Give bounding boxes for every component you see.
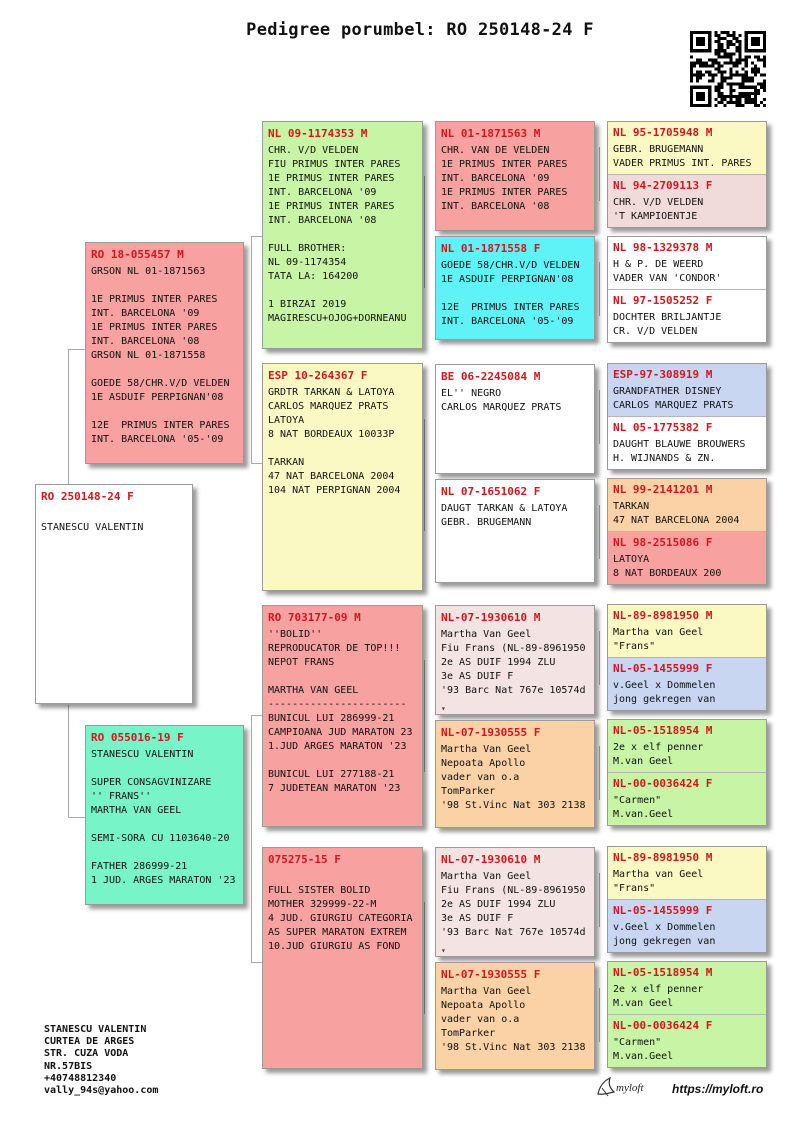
- pigeon-card-g5[interactable]: [608, 417, 766, 470]
- pigeon-description: CHR. VAN DE VELDEN 1E PRIMUS INTER PARES INT. BARCELONA '09 1E PRIMUS INTER PARES INT. BARCELONA '08: [441, 145, 568, 212]
- breeder-city: CURTEA DE ARGES: [44, 1036, 135, 1048]
- pigeon-pair-card: [607, 846, 767, 953]
- ring-number: NL 05-1775382 F: [613, 421, 713, 434]
- connector-line: [424, 660, 425, 772]
- pigeon-description: ''BOLID'' REPRODUCATOR DE TOP!!! NEPOT FRANS MARTHA VAN GEEL ----------------------- BUNICUL LUI 286999-21 CAMPIOANA JUD MARATON 23 1.JUD ARGES MARATON '23 BUNICUL LUI 277188-21 7 JUDETEAN MARATON '23: [268, 629, 413, 794]
- ring-number: RO 055016-19 F: [91, 731, 184, 744]
- pigeon-card-g5[interactable]: [608, 479, 766, 532]
- breeder-number: NR.57BIS: [44, 1060, 93, 1072]
- connector-line: [599, 262, 600, 316]
- pigeon-card-dss[interactable]: [435, 605, 595, 715]
- pigeon-description: TARKAN 47 NAT BARCELONA 2004: [613, 501, 740, 526]
- ring-number: ESP 10-264367 F: [268, 369, 368, 382]
- connector-line: [68, 349, 69, 485]
- pigeon-pair-card: [607, 961, 767, 1068]
- pigeon-card-dds[interactable]: [435, 847, 595, 957]
- pigeon-pair-card: [607, 236, 767, 343]
- connector-line: [599, 147, 600, 201]
- pigeon-card-g5[interactable]: [608, 290, 766, 343]
- connector-line: [251, 962, 262, 963]
- pigeon-description: GRDTR TARKAN & LATOYA CARLOS MARQUEZ PRATS LATOYA 8 NAT BORDEAUX 10033P TARKAN 47 NAT BARCELONA 2004 104 NAT PERPIGNAN 2004: [268, 387, 401, 496]
- connector-line: [251, 236, 262, 237]
- ring-number: NL-89-8981950 M: [613, 851, 713, 864]
- pigeon-card-sire-dam[interactable]: [262, 363, 423, 591]
- ring-number: NL 97-1505252 F: [613, 294, 713, 307]
- pigeon-card-g5[interactable]: [608, 847, 766, 900]
- ring-number: RO 18-055457 M: [91, 248, 184, 261]
- pigeon-pair-card: [607, 363, 767, 470]
- ring-number: NL-07-1930610 M: [441, 611, 541, 624]
- scroll-down-icon[interactable]: ▾: [441, 704, 446, 713]
- ring-number: NL 98-1329378 M: [613, 241, 713, 254]
- logo-text: myloft: [616, 1082, 644, 1094]
- pigeon-description: v.Geel x Dommelen jong gekregen van: [613, 680, 716, 705]
- pigeon-description: Martha Van Geel Nepoata Apollo vader van o.a TomParker '98 St.Vinc Nat 303 2138: [441, 744, 586, 811]
- pigeon-card-g5[interactable]: [608, 962, 766, 1015]
- connector-line: [251, 463, 262, 464]
- pigeon-card-ddd[interactable]: [435, 962, 595, 1070]
- connector-line: [424, 419, 425, 531]
- ring-number: NL 09-1174353 M: [268, 127, 368, 140]
- breeder-email: vally_94s@yahoo.com: [44, 1085, 159, 1097]
- pigeon-card-g5[interactable]: [608, 605, 766, 658]
- breeder-contact: [44, 1024, 158, 1097]
- connector-line: [424, 176, 425, 288]
- pigeon-description: "Carmen" M.van.Geel: [613, 1037, 674, 1062]
- pigeon-card-g5[interactable]: [608, 900, 766, 953]
- pigeon-description: CHR. V/D VELDEN FIU PRIMUS INTER PARES 1E PRIMUS INTER PARES INT. BARCELONA '09 1E PRIMUS INTER PARES INT. BARCELONA '08 FULL BROTHER: NL 09-1174354 TATA LA: 164200 1 BIRZAI 2019 MAGIRESCU+OJOG+DORNEANU: [268, 145, 407, 324]
- pigeon-pair-card: [607, 719, 767, 826]
- pigeon-description: DAUGT TARKAN & LATOYA GEBR. BRUGEMANN: [441, 503, 568, 528]
- pigeon-description: H & P. DE WEERD VADER VAN 'CONDOR': [613, 259, 722, 284]
- pigeon-card-ssd[interactable]: [435, 236, 595, 340]
- breeder-street: STR. CUZA VODA: [44, 1048, 129, 1060]
- pigeon-description: GRANDFATHER DISNEY CARLOS MARQUEZ PRATS: [613, 386, 734, 411]
- ring-number: NL 94-2709113 F: [613, 179, 713, 192]
- ring-number: NL 98-2515086 F: [613, 536, 713, 549]
- pigeon-description: DOCHTER BRILJANTJE CR. V/D VELDEN: [613, 312, 722, 337]
- website-link[interactable]: https://myloft.ro: [672, 1082, 764, 1096]
- pigeon-description: 2e x elf penner M.van Geel: [613, 984, 704, 1009]
- pigeon-card-sdd[interactable]: [435, 479, 595, 583]
- ring-number: RO 703177-09 M: [268, 611, 361, 624]
- pigeon-card-g5[interactable]: [608, 237, 766, 290]
- ring-number: BE 06-2245084 M: [441, 370, 541, 383]
- connector-line: [599, 873, 600, 927]
- connector-line: [251, 715, 252, 962]
- pigeon-description: "Carmen" M.van.Geel: [613, 795, 674, 820]
- pigeon-description: GOEDE 58/CHR.V/D VELDEN 1E ASDUIF PERPIGNAN'08 12E PRIMUS INTER PARES INT. BARCELONA '05-'09: [441, 260, 580, 327]
- connector-line: [251, 236, 252, 463]
- ring-number: RO 250148-24 F: [41, 490, 134, 503]
- pigeon-card-g5[interactable]: [608, 364, 766, 417]
- ring-number: NL-07-1930555 F: [441, 726, 541, 739]
- pigeon-card-sire[interactable]: [85, 242, 244, 464]
- page-title: Pedigree porumbel: RO 250148-24 F: [246, 20, 594, 40]
- breeder-name: STANESCU VALENTIN: [44, 1024, 147, 1035]
- ring-number: NL 01-1871563 M: [441, 127, 541, 140]
- breeder-phone: +40748812340: [44, 1072, 117, 1084]
- pigeon-description: GEBR. BRUGEMANN VADER PRIMUS INT. PARES: [613, 144, 752, 169]
- ring-number: NL-05-1518954 M: [613, 724, 713, 737]
- pigeon-description: GRSON NL 01-1871563 1E PRIMUS INTER PARES INT. BARCELONA '09 1E PRIMUS INTER PARES INT. BARCELONA '08 GRSON NL 01-1871558 GOEDE 58/CHR.V/D VELDEN 1E ASDUIF PERPIGNAN'08 12E PRIMUS INTER PARES INT. BARCELONA '05-'09: [91, 266, 230, 445]
- pigeon-description: FULL SISTER BOLID MOTHER 329999-22-M 4 JUD. GIURGIU CATEGORIA AS SUPER MARATON EXTREM 10.JUD GIURGIU AS FOND: [268, 885, 413, 952]
- connector-line: [251, 715, 262, 716]
- pigeon-description: EL'' NEGRO CARLOS MARQUEZ PRATS: [441, 388, 562, 413]
- ring-number: NL 99-2141201 M: [613, 483, 713, 496]
- ring-number: NL-05-1518954 M: [613, 966, 713, 979]
- pigeon-card-g5[interactable]: [608, 773, 766, 826]
- connector-line: [599, 505, 600, 559]
- connector-line: [599, 746, 600, 800]
- pigeon-description: v.Geel x Dommelen jong gekregen van: [613, 922, 716, 947]
- connector-line: [599, 390, 600, 444]
- ring-number: NL-89-8981950 M: [613, 609, 713, 622]
- pigeon-description: 2e x elf penner M.van Geel: [613, 742, 704, 767]
- pigeon-pair-card: [607, 478, 767, 585]
- pigeon-card-sss[interactable]: [435, 121, 595, 231]
- connector-line: [424, 902, 425, 1014]
- pigeon-card-g5[interactable]: [608, 122, 766, 175]
- ring-number: 075275-15 F: [268, 853, 341, 866]
- pigeon-card-sds[interactable]: [435, 364, 595, 474]
- pigeon-card-g5[interactable]: [608, 720, 766, 773]
- pigeon-card-dam-dam[interactable]: [262, 847, 423, 1069]
- pigeon-card-g5[interactable]: [608, 175, 766, 228]
- pigeon-description: STANESCU VALENTIN: [41, 522, 144, 533]
- ring-number: ESP-97-308919 M: [613, 368, 713, 381]
- connector-line: [68, 705, 69, 817]
- ring-number: NL 95-1705948 M: [613, 126, 713, 139]
- pigeon-description: Martha van Geel "Frans": [613, 869, 704, 894]
- ring-number: NL-07-1930610 M: [441, 853, 541, 866]
- connector-line: [68, 817, 85, 818]
- qr-code-icon: [690, 31, 766, 107]
- pigeon-card-g5[interactable]: [608, 658, 766, 711]
- pigeon-description: Martha Van Geel Fiu Frans (NL-89-8961950 2e AS DUIF 1994 ZLU 3e AS DUIF F '93 Barc Nat 767e 10574d: [441, 629, 586, 696]
- ring-number: NL-07-1930555 F: [441, 968, 541, 981]
- connector-line: [599, 988, 600, 1042]
- pigeon-card-dam-sire[interactable]: [262, 605, 423, 827]
- pigeon-card-g5[interactable]: [608, 1015, 766, 1068]
- pigeon-card-sire-sire[interactable]: [262, 121, 423, 349]
- pigeon-description: Martha Van Geel Fiu Frans (NL-89-8961950 2e AS DUIF 1994 ZLU 3e AS DUIF F '93 Barc Nat 767e 10574d: [441, 871, 586, 938]
- ring-number: NL-00-0036424 F: [613, 777, 713, 790]
- pigeon-pair-card: [607, 121, 767, 228]
- pigeon-description: Martha van Geel "Frans": [613, 627, 704, 652]
- ring-number: NL 07-1651062 F: [441, 485, 541, 498]
- pigeon-description: DAUGHT BLAUWE BROUWERS H. WIJNANDS & ZN.: [613, 439, 746, 464]
- pigeon-description: Martha Van Geel Nepoata Apollo vader van o.a TomParker '98 St.Vinc Nat 303 2138: [441, 986, 586, 1053]
- pigeon-description: STANESCU VALENTIN SUPER CONSAGVINIZARE '' FRANS'' MARTHA VAN GEEL SEMI-SORA CU 1103640-20 FATHER 286999-21 1 JUD. ARGES MARATON '23: [91, 749, 236, 886]
- ring-number: NL-05-1455999 F: [613, 662, 713, 675]
- ring-number: NL-00-0036424 F: [613, 1019, 713, 1032]
- connector-line: [599, 631, 600, 685]
- connector-line: [68, 349, 85, 350]
- pigeon-card-dsd[interactable]: [435, 720, 595, 828]
- pigeon-card-dam[interactable]: [85, 725, 244, 905]
- pigeon-description: LATOYA 8 NAT BORDEAUX 200: [613, 554, 722, 579]
- scroll-down-icon[interactable]: ▾: [441, 946, 446, 955]
- pigeon-description: CHR. V/D VELDEN 'T KAMPIOENTJE: [613, 197, 704, 222]
- pigeon-pair-card: [607, 604, 767, 711]
- ring-number: NL 01-1871558 F: [441, 242, 541, 255]
- ring-number: NL-05-1455999 F: [613, 904, 713, 917]
- pigeon-card-g5[interactable]: [608, 532, 766, 585]
- pigeon-logo-icon: [594, 1074, 654, 1100]
- pigeon-card-subject[interactable]: [35, 484, 193, 704]
